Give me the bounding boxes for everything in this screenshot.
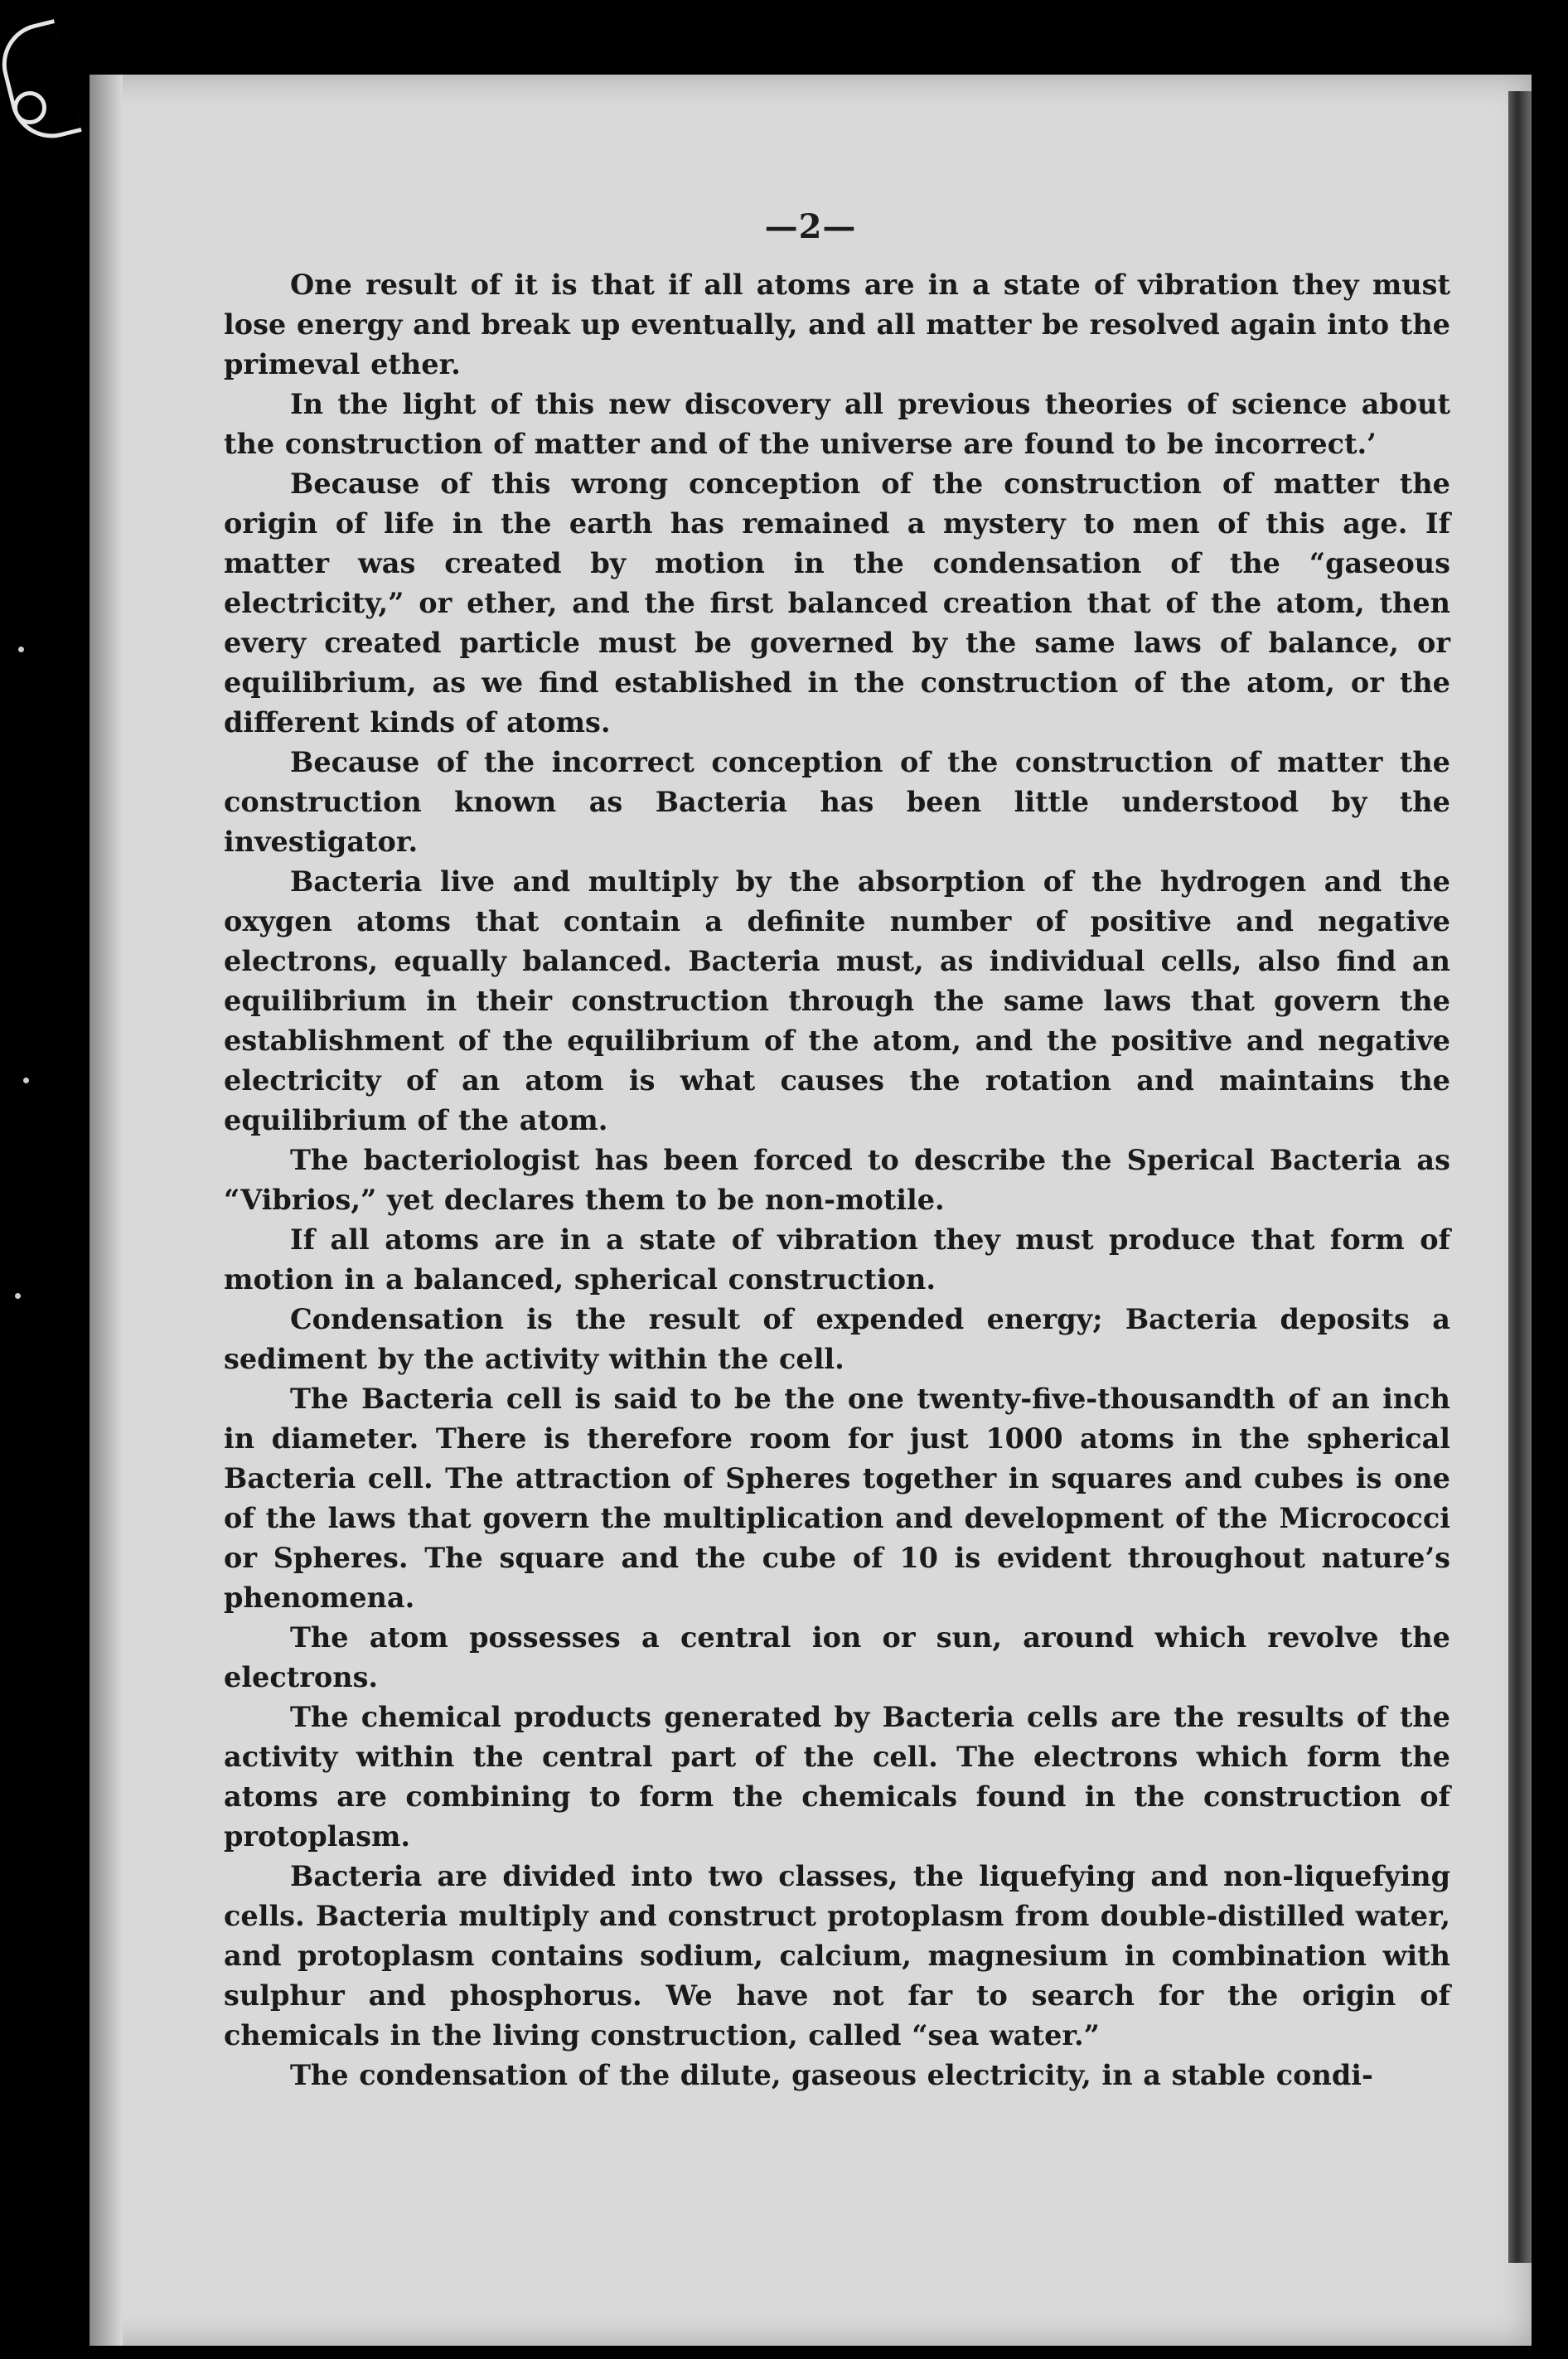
paragraph: Bacteria are divided into two classes, the liquefying and non-liquefying cells. Bacteria multiply and construct protoplasm from double-distilled water, and protoplasm contains sodium, calcium, magnesium in combination with sulphur and phosphorus. We have not far to search for the origin of chemicals in the living construction, called “sea water.” [224,1860,1450,2051]
body-text [224,265,1450,2095]
paragraph: Bacteria live and multiply by the absorption of the hydrogen and the oxygen atoms that contain a definite number of positive and negative electrons, equally balanced. Bacteria must, as individual cells, also find an equilibrium in their construction through the same laws that govern the establishment of the equilibrium of the atom, and the positive and negative electricity of an atom is what causes the rotation and maintains the equilibrium of the atom. [224,865,1450,1136]
page-edge [1508,91,1532,2263]
paragraph: Condensation is the result of expended energy; Bacteria deposits a sediment by the activity within the cell. [224,1303,1450,1375]
paragraph: The Bacteria cell is said to be the one twenty-five-thousandth of an inch in diameter. There is therefore room for just 1000 atoms in the spherical Bacteria cell. The attraction of Spheres together in squares and cubes is one of the laws that govern the multiplication and development of the Micrococci or Spheres. The square and the cube of 10 is evident throughout nature’s phenomena. [224,1383,1450,1614]
dust-speck [18,647,24,652]
document-page [90,75,1532,2346]
paragraph: If all atoms are in a state of vibration they must produce that form of motion in a balanced, spherical construction. [224,1223,1450,1296]
paragraph: The bacteriologist has been forced to describe the Sperical Bacteria as “Vibrios,” yet declares them to be non-motile. [224,1144,1450,1216]
paragraph: The chemical products generated by Bacteria cells are the results of the activity within the central part of the cell. The electrons which form the atoms are combining to form the chemicals found in the construction of protoplasm. [224,1701,1450,1853]
paragraph: Because of the incorrect conception of the construction of matter the construction known as Bacteria has been little understood by the investigator. [224,746,1450,858]
paragraph: Because of this wrong conception of the construction of matter the origin of life in the earth has remained a mystery to men of this age. If matter was created by motion in the condensation of the “gaseous electricity,” or ether, and the first balanced creation that of the atom, then every created particle must be governed by the same laws of balance, or equilibrium, as we find established in the construction of the atom, or the different kinds of atoms. [224,467,1450,739]
page-binding-shadow [90,75,123,2346]
paragraph: The condensation of the dilute, gaseous electricity, in a stable condi- [290,2059,1373,2091]
page-number: —2— [764,207,857,246]
dust-speck [23,1078,29,1083]
paragraph: The atom possesses a central ion or sun, around which revolve the electrons. [224,1621,1450,1693]
binder-clip-loop-icon [13,91,46,124]
paragraph: One result of it is that if all atoms are in a state of vibration they must lose energy and break up eventually, and all matter be resolved again into the primeval ether. [224,269,1450,380]
paragraph: In the light of this new discovery all previous theories of science about the construction of matter and of the universe are found to be incorrect.’ [224,388,1450,460]
binder-clip-icon [0,19,82,147]
dust-speck [15,1293,21,1299]
